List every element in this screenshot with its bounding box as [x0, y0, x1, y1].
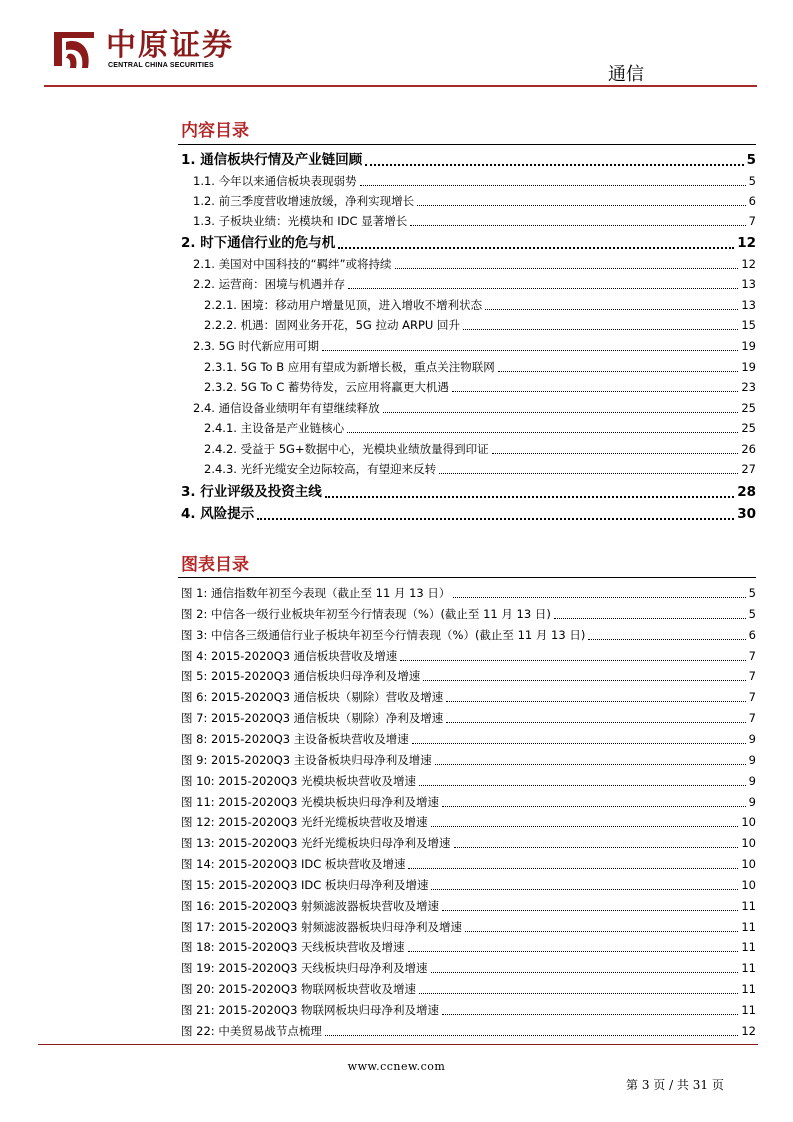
figure-entry-title: 中信各一级行业板块年初至今行情表现（%）(截止至 11 月 13 日): [211, 606, 551, 621]
toc-entry[interactable]: [193, 172, 756, 190]
leader-dots: [446, 722, 745, 723]
leader-dots: [322, 350, 738, 351]
toc-entry-title: 时下通信行业的危与机: [200, 235, 336, 251]
figure-entry-number: 图 7:: [181, 711, 208, 726]
toc-entry-title: 今年以来通信板块表现弱势: [218, 174, 357, 188]
toc-entry[interactable]: [193, 275, 756, 293]
figures-title-rule: [178, 577, 756, 578]
toc-entry-page: 30: [737, 506, 756, 522]
leader-dots: [408, 868, 738, 869]
toc-entry-title: 5G 时代新应用可期: [218, 339, 319, 353]
figure-entry-text: [181, 584, 450, 602]
figure-entry[interactable]: [181, 938, 756, 956]
toc-entry-text: [204, 440, 489, 458]
figure-entry-number: 图 18:: [181, 940, 215, 955]
toc-entry-text: [204, 296, 482, 314]
figure-entry-title: 2015-2020Q3 IDC 板块营收及增速: [218, 857, 406, 872]
figure-entry-text: [181, 793, 439, 811]
toc-entry-number: 2.3.1.: [204, 360, 237, 374]
figure-entry-number: 图 11:: [181, 794, 215, 809]
figure-entry[interactable]: [181, 730, 756, 748]
figure-entry-number: 图 5:: [181, 669, 208, 684]
toc-entry-text: [204, 419, 344, 437]
figure-entry-title: 2015-2020Q3 通信板块归母净利及增速: [211, 669, 421, 684]
figure-entry-page: 9: [748, 752, 756, 767]
toc-entry[interactable]: [204, 440, 756, 458]
leader-dots: [365, 164, 743, 166]
leader-dots: [338, 247, 734, 249]
toc-entry-page: 27: [741, 462, 756, 476]
figures-title: 图表目录: [181, 555, 249, 575]
toc-entry-title: 行业评级及投资主线: [200, 484, 322, 500]
figure-entry-number: 图 9:: [181, 752, 208, 767]
leader-dots: [325, 496, 734, 498]
figure-entry-number: 图 1:: [181, 586, 208, 600]
toc-entry-number: 2.3.: [193, 339, 215, 353]
leader-dots: [442, 806, 746, 807]
figure-entry-title: 2015-2020Q3 射频滤波器板块营收及增速: [218, 898, 440, 913]
toc-entry-title: 5G To C 蓄势待发，云应用将赢更大机遇: [240, 380, 449, 394]
toc-entry-page: 25: [741, 421, 756, 435]
toc-entry-title: 前三季度营收增速放缓，净利实现增长: [218, 194, 415, 208]
toc-entry-page: 15: [741, 318, 756, 332]
figure-entry-number: 图 19:: [181, 961, 215, 976]
figure-entry-number: 图 2:: [181, 606, 208, 621]
figure-entry-text: [181, 959, 428, 977]
leader-dots: [412, 743, 746, 744]
figure-entry[interactable]: [181, 980, 756, 998]
figure-entry[interactable]: [181, 647, 756, 665]
toc-entry[interactable]: [204, 358, 756, 376]
toc-entry[interactable]: [193, 337, 756, 355]
leader-dots: [417, 205, 746, 206]
figure-entry[interactable]: [181, 855, 756, 873]
figure-entry-title: 中信各三级通信行业子板块年初至今行情表现（%）(截止至 11 月 13 日): [211, 627, 586, 642]
page-header: [0, 0, 793, 86]
figure-entry-title: 2015-2020Q3 光模块板块归母净利及增速: [218, 794, 440, 809]
toc-entry-number: 2.3.2.: [204, 380, 237, 394]
figure-entry[interactable]: [181, 876, 756, 894]
toc-entry-page: 25: [741, 401, 756, 415]
leader-dots: [446, 701, 745, 702]
logo-mark-icon: [48, 28, 100, 72]
toc-entry-number: 2.4.3.: [204, 462, 237, 476]
figure-entry-page: 12: [741, 1023, 756, 1038]
figure-entry-title: 2015-2020Q3 天线板块归母净利及增速: [218, 961, 428, 976]
toc-entry-text: [193, 255, 392, 273]
toc-entry-number: 2.1.: [193, 257, 215, 271]
toc-entry-number: 1.3.: [193, 214, 215, 228]
leader-dots: [453, 597, 745, 598]
leader-dots: [347, 432, 738, 433]
figure-entry[interactable]: [181, 793, 756, 811]
figure-entry-number: 图 16:: [181, 898, 215, 913]
toc-entry-text: [193, 212, 407, 230]
toc-entry-text: [181, 504, 254, 524]
toc-entry-number: 1.2.: [193, 194, 215, 208]
figure-entry-text: [181, 1022, 322, 1040]
toc-entry-page: 13: [741, 298, 756, 312]
figure-entry-page: 7: [748, 669, 756, 684]
figure-entry-number: 图 15:: [181, 877, 215, 892]
toc-entry-text: [204, 460, 436, 478]
figure-entry[interactable]: [181, 584, 756, 602]
figure-entry-title: 中美贸易战节点梳理: [218, 1023, 322, 1038]
leader-dots: [454, 847, 739, 848]
toc-entry[interactable]: [193, 192, 756, 210]
toc-entry-text: [193, 337, 319, 355]
leader-dots: [465, 931, 738, 932]
figure-entry[interactable]: [181, 834, 756, 852]
toc-entry-number: 2.4.1.: [204, 421, 237, 435]
leader-dots: [435, 764, 746, 765]
figure-entry-number: 图 4:: [181, 648, 208, 663]
toc-entry-text: [204, 358, 495, 376]
leader-dots: [431, 972, 739, 973]
figure-entry-number: 图 20:: [181, 982, 215, 997]
toc-entry-text: [204, 378, 449, 396]
figure-entry-title: 2015-2020Q3 通信板块（剔除）净利及增速: [211, 711, 444, 726]
toc-entry-page: 23: [741, 380, 756, 394]
figure-entry-text: [181, 813, 428, 831]
figure-entry-page: 9: [748, 773, 756, 788]
leader-dots: [431, 889, 738, 890]
figure-entry-text: [181, 605, 551, 623]
footer-website[interactable]: www.ccnew.com: [347, 1060, 446, 1073]
figure-entry-text: [181, 938, 405, 956]
toc-entry-page: 12: [737, 235, 756, 251]
leader-dots: [492, 453, 739, 454]
figure-entry-number: 图 10:: [181, 773, 215, 788]
figure-entry[interactable]: [181, 918, 756, 936]
leader-dots: [360, 185, 746, 186]
toc-entry-title: 5G To B 应用有望成为新增长极，重点关注物联网: [240, 360, 495, 374]
toc-entry-page: 6: [748, 194, 756, 208]
figure-entry-text: [181, 626, 585, 644]
leader-dots: [325, 1035, 739, 1036]
toc-entry[interactable]: [181, 233, 756, 253]
toc-entry[interactable]: [193, 255, 756, 273]
figure-entry[interactable]: [181, 688, 756, 706]
figure-entry-number: 图 17:: [181, 919, 215, 934]
figure-entry-page: 5: [748, 586, 756, 600]
figure-entry-number: 图 14:: [181, 857, 215, 872]
figure-entry-text: [181, 980, 416, 998]
figure-entry-number: 图 8:: [181, 731, 208, 746]
toc-entry-number: 2.2.2.: [204, 318, 237, 332]
toc-entry-title: 运营商：困境与机遇并存: [218, 277, 346, 291]
figure-entry-number: 图 13:: [181, 836, 215, 851]
toc-entry-page: 5: [748, 174, 756, 188]
page-number: 第 3 页 / 共 31 页: [626, 1078, 724, 1092]
figure-entry[interactable]: [181, 626, 756, 644]
leader-dots: [452, 391, 738, 392]
leader-dots: [439, 473, 738, 474]
figure-entry-title: 2015-2020Q3 物联网板块归母净利及增速: [218, 1003, 440, 1017]
leader-dots: [408, 951, 739, 952]
figure-entry-text: [181, 772, 416, 790]
toc-entry-text: [193, 192, 414, 210]
figure-entry-title: 2015-2020Q3 通信板块（剔除）营收及增速: [211, 690, 444, 705]
figure-entry-page: 10: [741, 857, 756, 872]
footer-divider: [38, 1044, 758, 1045]
toc-entry-text: [181, 150, 362, 170]
figure-entry[interactable]: [181, 813, 756, 831]
figure-entry-page: 9: [748, 731, 756, 746]
figure-entry-page: 11: [741, 961, 756, 976]
figure-entry-text: [181, 876, 428, 894]
toc-entry-title: 机遇：固网业务开花，5G 拉动 ARPU 回升: [240, 318, 460, 332]
figure-entry-page: 11: [741, 919, 756, 934]
toc-entry-title: 子板块业绩：光模块和 IDC 显著增长: [218, 214, 408, 228]
figure-entry-text: [181, 709, 443, 727]
toc-entry-title: 光纤光缆安全边际较高，有望迎来反转: [240, 462, 437, 476]
toc-entry[interactable]: [181, 504, 756, 524]
figure-entry[interactable]: [181, 1001, 756, 1019]
figure-entry-title: 2015-2020Q3 光纤光缆板块营收及增速: [218, 815, 428, 830]
toc-entry-text: [181, 482, 322, 502]
leader-dots: [257, 518, 734, 520]
toc-entry[interactable]: [181, 482, 756, 502]
figure-entry-title: 2015-2020Q3 天线板块营收及增速: [218, 940, 405, 955]
figure-entry[interactable]: [181, 605, 756, 623]
figure-entry-page: 11: [741, 982, 756, 997]
toc-entry-text: [193, 275, 345, 293]
figure-entry-title: 2015-2020Q3 主设备板块营收及增速: [211, 731, 409, 746]
figure-entry-page: 7: [748, 648, 756, 663]
toc-entry-page: 7: [748, 214, 756, 228]
leader-dots: [431, 826, 739, 827]
figure-entry-text: [181, 834, 451, 852]
leader-dots: [498, 371, 739, 372]
leader-dots: [442, 910, 738, 911]
toc-entry-page: 26: [741, 442, 756, 456]
toc-entry-title: 风险提示: [200, 506, 255, 522]
toc-entry-title: 通信设备业绩明年有望继续释放: [218, 401, 380, 415]
toc-entry-number: 2.4.: [193, 401, 215, 415]
figure-entry-page: 6: [748, 627, 756, 642]
figure-entry-title: 2015-2020Q3 物联网板块营收及增速: [218, 982, 417, 997]
figure-entry-title: 2015-2020Q3 主设备板块归母净利及增速: [211, 752, 432, 767]
figure-entry[interactable]: [181, 959, 756, 977]
figure-entry-text: [181, 751, 432, 769]
toc-entry-title: 主设备是产业链核心: [240, 421, 345, 435]
figure-entry-page: 11: [741, 1003, 756, 1017]
logo-english-text: CENTRAL CHINA SECURITIES: [108, 62, 214, 69]
leader-dots: [395, 268, 739, 269]
figure-entry-number: 图 22:: [181, 1023, 215, 1038]
leader-dots: [419, 785, 746, 786]
figure-entry[interactable]: [181, 709, 756, 727]
toc-entry-number: 2.4.2.: [204, 442, 237, 456]
toc-entry-page: 28: [737, 484, 756, 500]
figure-entry-page: 11: [741, 898, 756, 913]
toc-entry-title: 受益于 5G+数据中心，光模块业绩放量得到印证: [240, 442, 489, 456]
figure-entry-title: 2015-2020Q3 光模块板块营收及增速: [218, 773, 417, 788]
figure-entry[interactable]: [181, 897, 756, 915]
figure-entry[interactable]: [181, 751, 756, 769]
toc-entry-number: 3.: [181, 484, 196, 500]
toc-entry-title: 困境：移动用户增量见顶，进入增收不增利状态: [240, 298, 483, 312]
figure-entry-title: 2015-2020Q3 通信板块营收及增速: [211, 648, 398, 663]
figure-entry[interactable]: [181, 667, 756, 685]
header-divider: [44, 85, 757, 87]
toc-entry-text: [204, 316, 460, 334]
leader-dots: [423, 680, 745, 681]
leader-dots: [554, 618, 746, 619]
leader-dots: [419, 993, 738, 994]
sector-label: 通信: [608, 64, 644, 85]
leader-dots: [410, 225, 745, 226]
figure-entry-title: 2015-2020Q3 射频滤波器板块归母净利及增速: [218, 919, 463, 934]
figure-entry-page: 5: [748, 606, 756, 621]
figure-entry-page: 9: [748, 794, 756, 809]
figure-entry-text: [181, 667, 420, 685]
figure-entry-number: 图 21:: [181, 1003, 215, 1017]
figure-entry-number: 图 6:: [181, 690, 208, 705]
toc-entry[interactable]: [181, 150, 756, 170]
figure-entry-text: [181, 1001, 439, 1019]
figure-entry-title: 2015-2020Q3 光纤光缆板块归母净利及增速: [218, 836, 451, 851]
figure-entry-page: 7: [748, 690, 756, 705]
figure-entry-text: [181, 897, 439, 915]
figure-entry-number: 图 12:: [181, 815, 215, 830]
figure-entry[interactable]: [181, 1022, 756, 1040]
leader-dots: [463, 329, 738, 330]
figure-entry[interactable]: [181, 772, 756, 790]
toc-entry-title: 通信板块行情及产业链回顾: [200, 152, 363, 168]
leader-dots: [442, 1014, 738, 1015]
toc-entry[interactable]: [193, 212, 756, 230]
company-logo: [48, 28, 244, 76]
figure-entry-page: 11: [741, 940, 756, 955]
toc-entry-number: 2.2.1.: [204, 298, 237, 312]
figure-entry-page: 10: [741, 877, 756, 892]
leader-dots: [348, 288, 738, 289]
toc-entry[interactable]: [204, 460, 756, 478]
toc-title-rule: [178, 144, 756, 145]
leader-dots: [400, 660, 745, 661]
toc-entry-page: 5: [746, 152, 756, 168]
figure-entry-page: 10: [741, 836, 756, 851]
toc-entry-text: [193, 172, 357, 190]
figure-entry-number: 图 3:: [181, 627, 208, 642]
toc-entry-text: [193, 399, 380, 417]
figure-entry-text: [181, 730, 409, 748]
figure-entry-text: [181, 918, 462, 936]
toc-entry-page: 12: [741, 257, 756, 271]
toc-entry-text: [181, 233, 335, 253]
leader-dots: [588, 639, 745, 640]
toc-title: 内容目录: [181, 121, 249, 141]
figure-entry-title: 2015-2020Q3 IDC 板块归母净利及增速: [218, 877, 429, 892]
figure-entry-text: [181, 855, 405, 873]
toc-entry-page: 19: [741, 360, 756, 374]
figure-entry-title: 通信指数年初至今表现（截止至 11 月 13 日）: [211, 586, 451, 600]
toc-entry-number: 4.: [181, 506, 196, 522]
toc-entry[interactable]: [193, 399, 756, 417]
toc-entry[interactable]: [204, 296, 756, 314]
toc-entry[interactable]: [204, 419, 756, 437]
toc-entry-page: 19: [741, 339, 756, 353]
toc-entry-title: 美国对中国科技的“羁绊”或将持续: [218, 257, 392, 271]
leader-dots: [485, 309, 738, 310]
figure-entry-page: 7: [748, 711, 756, 726]
figure-entry-page: 10: [741, 815, 756, 830]
toc-entry-number: 1.: [181, 152, 196, 168]
toc-entry-number: 1.1.: [193, 174, 215, 188]
toc-entry-page: 13: [741, 277, 756, 291]
toc-entry[interactable]: [204, 316, 756, 334]
toc-entry[interactable]: [204, 378, 756, 396]
toc-entry-number: 2.: [181, 235, 196, 251]
leader-dots: [383, 412, 739, 413]
figure-entry-text: [181, 688, 443, 706]
toc-entry-number: 2.2.: [193, 277, 215, 291]
logo-chinese-text: 中原证券: [106, 28, 234, 63]
figure-entry-text: [181, 647, 397, 665]
